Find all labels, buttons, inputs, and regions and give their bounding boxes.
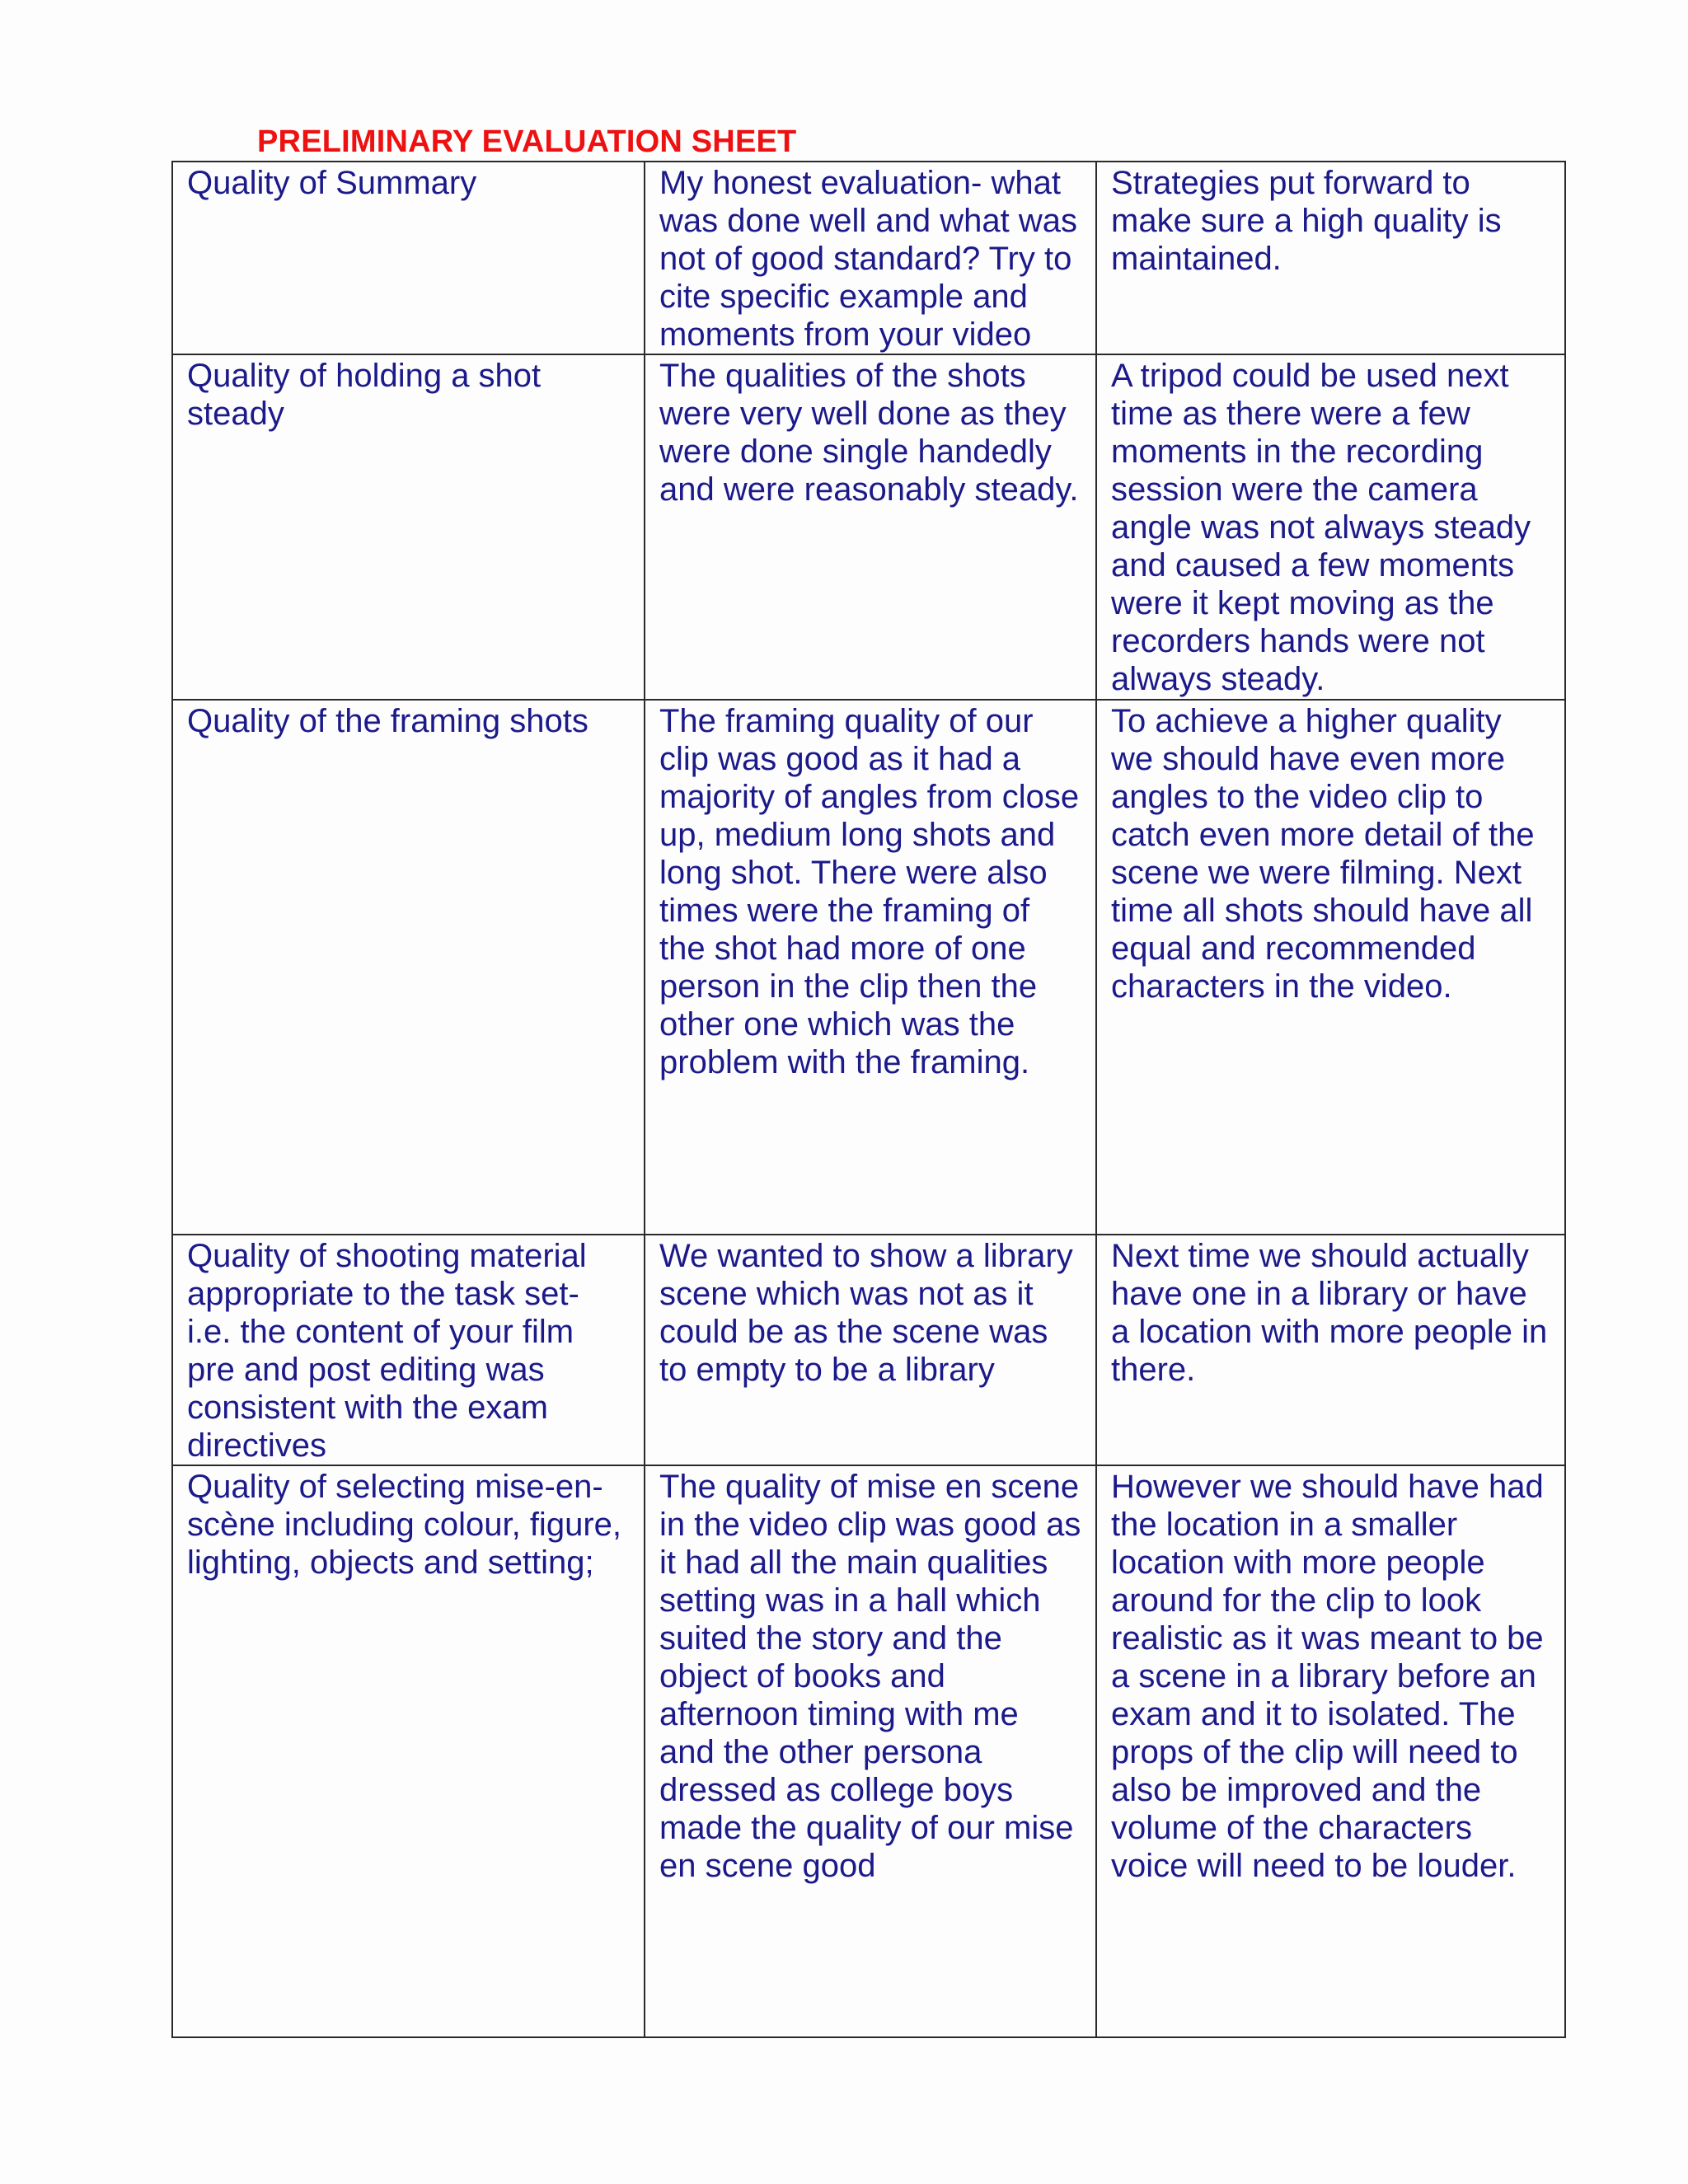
cell-evaluation: We wanted to show a library scene which was not as it could be as the scene was to empty to be a library xyxy=(645,1235,1096,1465)
cell-criterion: Quality of selecting mise-en-scène including colour, figure, lighting, objects and setting; xyxy=(172,1465,645,2037)
table-row xyxy=(172,354,1565,700)
table-row xyxy=(172,700,1565,1235)
cell-evaluation: My honest evaluation- what was done well and what was not of good standard? Try to cite specific example and moments from your video xyxy=(645,162,1096,354)
table-row-header xyxy=(172,162,1565,354)
evaluation-table xyxy=(171,161,1566,2038)
cell-evaluation: The framing quality of our clip was good as it had a majority of angles from close up, medium long shots and long shot. There were also times were the framing of the shot had more of one person in the clip then the other one which was the problem with the framing. xyxy=(645,700,1096,1235)
cell-criterion: Quality of Summary xyxy=(172,162,645,354)
cell-strategy: However we should have had the location in a smaller location with more people around for the clip to look realistic as it was meant to be a scene in a library before an exam and it to isolated. The props of the clip will need to also be improved and the volume of the characters voice will need to be louder. xyxy=(1096,1465,1565,2037)
cell-criterion: Quality of the framing shots xyxy=(172,700,645,1235)
cell-strategy: Strategies put forward to make sure a high quality is maintained. xyxy=(1096,162,1565,354)
cell-strategy: A tripod could be used next time as there were a few moments in the recording session were the camera angle was not always steady and caused a few moments were it kept moving as the recorders hands were not always steady. xyxy=(1096,354,1565,700)
document-title: PRELIMINARY EVALUATION SHEET xyxy=(257,124,797,159)
table-row xyxy=(172,1235,1565,1465)
cell-strategy: Next time we should actually have one in a library or have a location with more people in there. xyxy=(1096,1235,1565,1465)
cell-criterion: Quality of shooting material appropriate to the task set- i.e. the content of your film pre and post editing was consistent with the exam directives xyxy=(172,1235,645,1465)
cell-criterion: Quality of holding a shot steady xyxy=(172,354,645,700)
table-row xyxy=(172,1465,1565,2037)
cell-evaluation: The quality of mise en scene in the video clip was good as it had all the main qualities setting was in a hall which suited the story and the object of books and afternoon timing with me and the other persona dressed as college boys made the quality of our mise en scene good xyxy=(645,1465,1096,2037)
cell-evaluation: The qualities of the shots were very well done as they were done single handedly and were reasonably steady. xyxy=(645,354,1096,700)
cell-strategy: To achieve a higher quality we should have even more angles to the video clip to catch even more detail of the scene we were filming. Next time all shots should have all equal and recommended characters in the video. xyxy=(1096,700,1565,1235)
